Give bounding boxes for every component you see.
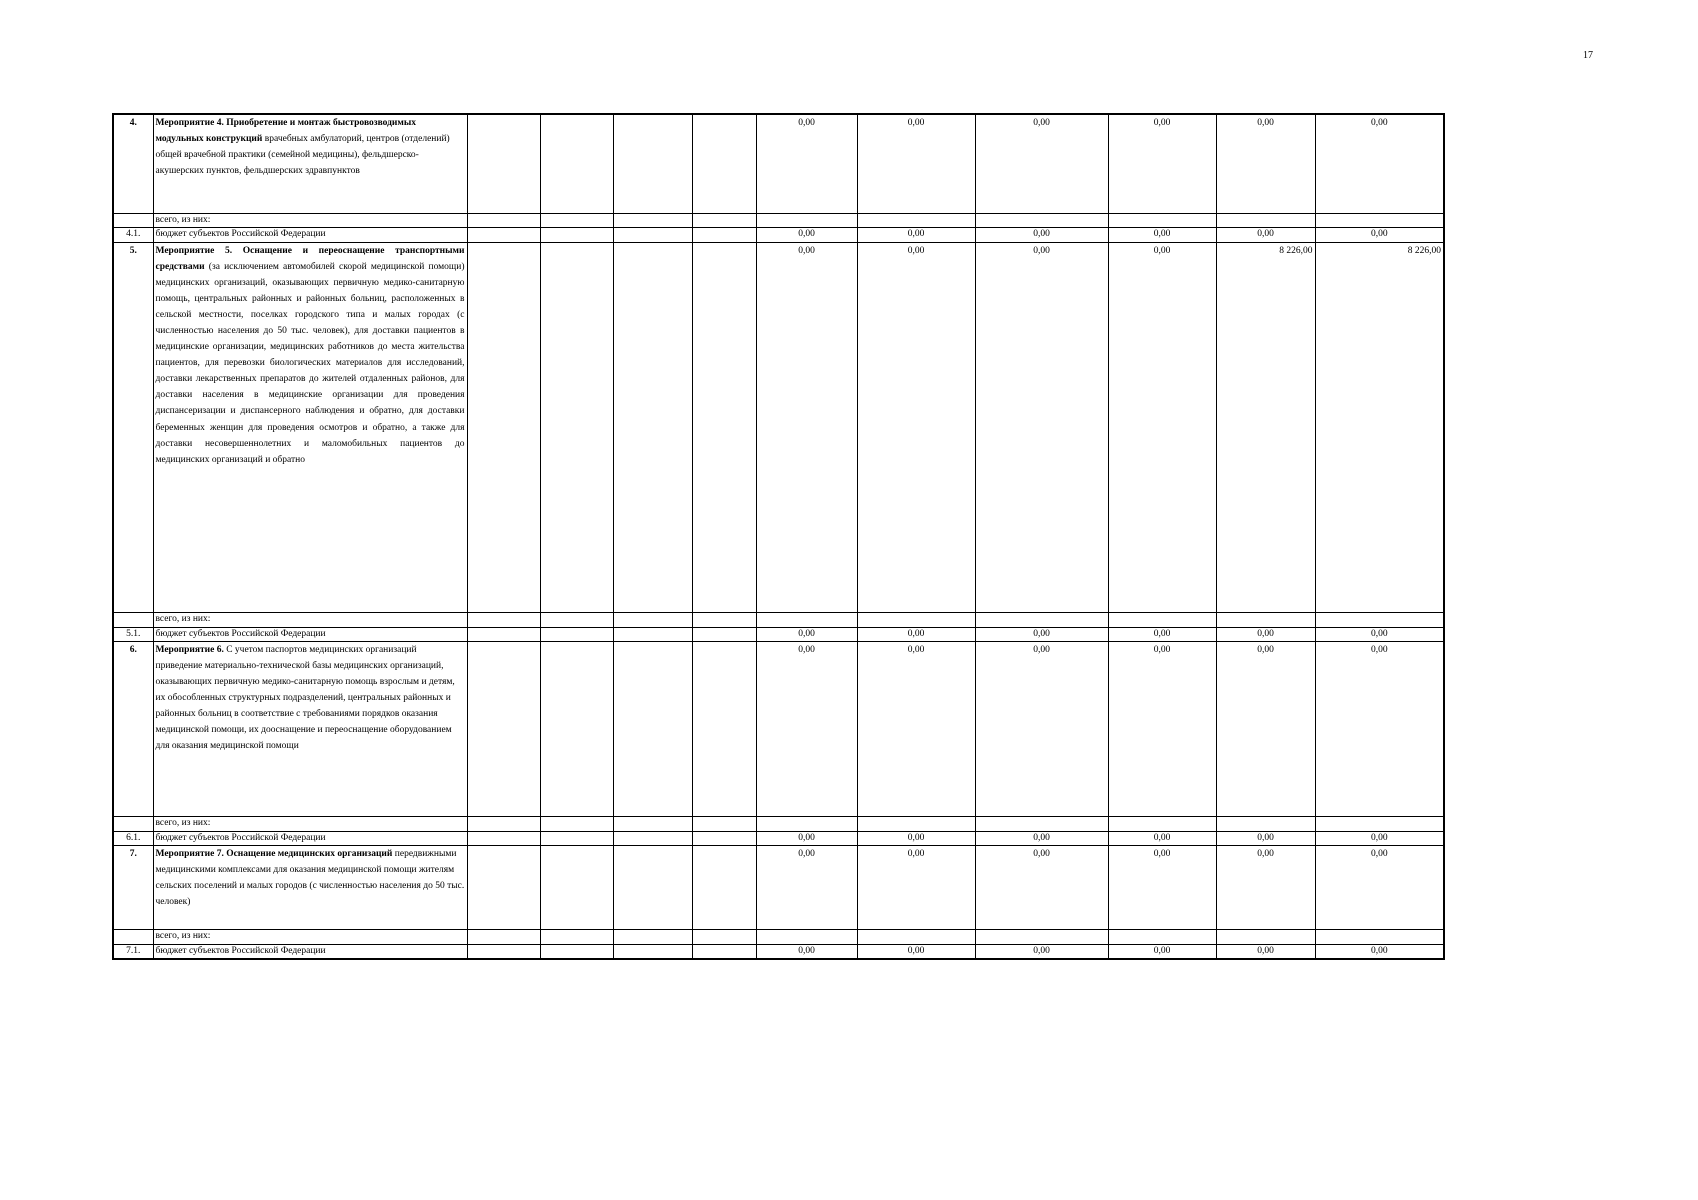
value-cell: 0,00 — [1216, 641, 1315, 816]
empty-cell — [692, 641, 756, 816]
row-number: 5. — [113, 242, 153, 612]
table-row-7 — [113, 845, 1444, 929]
value-cell: 0,00 — [1108, 627, 1216, 641]
empty-cell — [692, 816, 756, 831]
table-row-5 — [113, 242, 1444, 612]
value-cell: 0,00 — [975, 831, 1108, 845]
empty-cell — [975, 929, 1108, 944]
value-cell: 0,00 — [756, 114, 857, 213]
empty-cell — [467, 213, 540, 227]
total-label: всего, из них: — [153, 612, 467, 627]
value-cell: 0,00 — [975, 627, 1108, 641]
empty-cell — [540, 845, 613, 929]
budget-label: бюджет субъектов Российской Федерации — [153, 831, 467, 845]
empty-cell — [975, 612, 1108, 627]
value-cell: 0,00 — [1108, 845, 1216, 929]
empty-cell — [613, 612, 692, 627]
empty-cell — [692, 242, 756, 612]
empty-cell — [1108, 213, 1216, 227]
empty-cell — [540, 816, 613, 831]
value-cell: 0,00 — [1315, 845, 1444, 929]
empty-cell — [613, 929, 692, 944]
value-cell: 0,00 — [857, 641, 975, 816]
measure-title: Мероприятие 4. Приобретение и монтаж быстровозводимых модульных конструкций — [155, 118, 417, 145]
value-cell: 0,00 — [1108, 114, 1216, 213]
value-cell: 0,00 — [1315, 944, 1444, 959]
row-number: 6. — [113, 641, 153, 816]
empty-cell — [540, 929, 613, 944]
empty-cell — [1108, 929, 1216, 944]
value-cell: 0,00 — [857, 627, 975, 641]
empty-cell — [692, 227, 756, 242]
empty-cell — [467, 227, 540, 242]
row-number: 4. — [113, 114, 153, 213]
value-cell: 0,00 — [857, 242, 975, 612]
value-cell: 0,00 — [975, 944, 1108, 959]
empty-cell — [540, 944, 613, 959]
value-cell: 0,00 — [1315, 114, 1444, 213]
empty-cell — [613, 944, 692, 959]
empty-cell — [692, 213, 756, 227]
value-cell: 0,00 — [1216, 944, 1315, 959]
table-row-4 — [113, 114, 1444, 213]
empty-cell — [467, 831, 540, 845]
value-cell: 0,00 — [1108, 227, 1216, 242]
value-cell: 0,00 — [1315, 831, 1444, 845]
empty-cell — [613, 816, 692, 831]
empty-cell — [613, 213, 692, 227]
empty-cell — [467, 944, 540, 959]
empty-cell — [540, 227, 613, 242]
empty-cell — [1315, 929, 1444, 944]
table-row-4-1 — [113, 227, 1444, 242]
value-cell: 0,00 — [975, 114, 1108, 213]
empty-cell — [540, 213, 613, 227]
empty-cell — [756, 929, 857, 944]
measure-title: Мероприятие 5. Оснащение и переоснащение транспортными средствами — [155, 245, 465, 272]
table-row-6 — [113, 641, 1444, 816]
value-cell: 8 226,00 — [1216, 242, 1315, 612]
value-cell: 0,00 — [975, 845, 1108, 929]
empty-cell — [540, 242, 613, 612]
empty-cell — [540, 641, 613, 816]
table-row-7-total — [113, 929, 1444, 944]
empty-cell — [613, 242, 692, 612]
empty-cell — [467, 114, 540, 213]
value-cell: 0,00 — [1108, 831, 1216, 845]
empty-cell — [756, 612, 857, 627]
row-number: 6.1. — [113, 831, 153, 845]
value-cell: 0,00 — [1216, 114, 1315, 213]
value-cell: 0,00 — [756, 242, 857, 612]
empty-cell — [467, 627, 540, 641]
empty-cell — [1216, 213, 1315, 227]
empty-cell — [467, 641, 540, 816]
empty-cell — [1108, 816, 1216, 831]
empty-cell — [613, 627, 692, 641]
empty-cell — [1216, 816, 1315, 831]
empty-cell — [540, 612, 613, 627]
empty-cell — [467, 845, 540, 929]
empty-cell — [857, 816, 975, 831]
empty-cell — [692, 944, 756, 959]
empty-cell — [1216, 612, 1315, 627]
empty-cell — [540, 627, 613, 641]
measure-description — [153, 114, 467, 213]
empty-cell — [692, 845, 756, 929]
value-cell: 8 226,00 — [1315, 242, 1444, 612]
value-cell: 0,00 — [1108, 641, 1216, 816]
empty-cell — [613, 845, 692, 929]
empty-cell — [975, 816, 1108, 831]
value-cell: 0,00 — [756, 831, 857, 845]
empty-cell — [692, 929, 756, 944]
empty-cell — [692, 612, 756, 627]
total-label: всего, из них: — [153, 213, 467, 227]
empty-cell — [1315, 816, 1444, 831]
empty-cell — [756, 816, 857, 831]
budget-label: бюджет субъектов Российской Федерации — [153, 944, 467, 959]
empty-cell — [692, 831, 756, 845]
empty-cell — [613, 641, 692, 816]
measure-text: передвижными медицинскими комплексами для оказания медицинской помощи жителям сельских поселений и малых городов (с численностью населения до 50 тыс. человек) — [155, 848, 465, 907]
empty-cell — [1216, 929, 1315, 944]
empty-cell — [1315, 213, 1444, 227]
empty-cell — [1315, 612, 1444, 627]
empty-cell — [540, 114, 613, 213]
budget-table — [112, 113, 1445, 960]
budget-label: бюджет субъектов Российской Федерации — [153, 227, 467, 242]
measure-description — [153, 242, 467, 612]
table-row-6-total — [113, 816, 1444, 831]
measure-title: Мероприятие 6. — [155, 644, 224, 655]
value-cell: 0,00 — [1216, 227, 1315, 242]
empty-cell — [467, 612, 540, 627]
total-label: всего, из них: — [153, 816, 467, 831]
page-number: 17 — [1583, 50, 1593, 61]
row-number: 4.1. — [113, 227, 153, 242]
value-cell: 0,00 — [756, 641, 857, 816]
measure-text: врачебных амбулаторий, центров (отделений) общей врачебной практики (семейной медицины), фельдшерско-акушерских пунктов, фельдшерских здравпунктов — [155, 134, 450, 177]
value-cell: 0,00 — [857, 831, 975, 845]
empty-cell — [692, 627, 756, 641]
empty-cell — [467, 929, 540, 944]
row-number: 7.1. — [113, 944, 153, 959]
empty-cell — [113, 929, 153, 944]
value-cell: 0,00 — [1108, 944, 1216, 959]
measure-text: (за исключением автомобилей скорой медицинской помощи) медицинских организаций, оказывающих первичную медико-санитарную помощь, центральных районных и районных больниц, расположенных в сельской местности, поселках городского типа и малых городах (с численностью населения до 50 тыс. человек), для доставки пациентов в медицинские организации, медицинских работников до места жительства пациентов, для перевозки биологических материалов для исследований, доставки лекарственных препаратов до жителей отдаленных районов, для доставки населения в медицинские организации для проведения диспансеризации и диспансерного наблюдения и обратно, для доставки беременных женщин для проведения осмотров и обратно, а также для доставки несовершеннолетних и маломобильных пациентов до медицинских организаций и обратно — [155, 261, 465, 465]
empty-cell — [540, 831, 613, 845]
empty-cell — [113, 612, 153, 627]
budget-label: бюджет субъектов Российской Федерации — [153, 627, 467, 641]
value-cell: 0,00 — [857, 944, 975, 959]
total-label: всего, из них: — [153, 929, 467, 944]
measure-description — [153, 641, 467, 816]
value-cell: 0,00 — [1108, 242, 1216, 612]
value-cell: 0,00 — [756, 845, 857, 929]
value-cell: 0,00 — [1216, 831, 1315, 845]
measure-title: Мероприятие 7. Оснащение медицинских организаций — [155, 848, 393, 859]
value-cell: 0,00 — [756, 227, 857, 242]
value-cell: 0,00 — [857, 114, 975, 213]
value-cell: 0,00 — [756, 944, 857, 959]
value-cell: 0,00 — [1315, 227, 1444, 242]
empty-cell — [692, 114, 756, 213]
table-row-5-total — [113, 612, 1444, 627]
empty-cell — [467, 816, 540, 831]
empty-cell — [113, 816, 153, 831]
value-cell: 0,00 — [1216, 627, 1315, 641]
measure-description — [153, 845, 467, 929]
value-cell: 0,00 — [857, 845, 975, 929]
table-row-5-1 — [113, 627, 1444, 641]
value-cell: 0,00 — [1315, 641, 1444, 816]
empty-cell — [113, 213, 153, 227]
empty-cell — [613, 831, 692, 845]
empty-cell — [467, 242, 540, 612]
value-cell: 0,00 — [1216, 845, 1315, 929]
value-cell: 0,00 — [857, 227, 975, 242]
empty-cell — [857, 929, 975, 944]
table-row-6-1 — [113, 831, 1444, 845]
measure-text: С учетом паспортов медицинских организаций приведение материально-технической базы медицинских организаций, оказывающих первичную медико-санитарную помощь взрослым и детям, их обособленных структурных подразделений, центральных районных и районных больниц в соответствие с требованиями порядков оказания медицинской помощи, их дооснащение и переоснащение оборудованием для оказания медицинской помощи — [155, 644, 455, 752]
table-row-7-1 — [113, 944, 1444, 959]
empty-cell — [857, 213, 975, 227]
row-number: 5.1. — [113, 627, 153, 641]
empty-cell — [613, 227, 692, 242]
value-cell: 0,00 — [756, 627, 857, 641]
empty-cell — [975, 213, 1108, 227]
value-cell: 0,00 — [975, 227, 1108, 242]
table-row-4-total — [113, 213, 1444, 227]
empty-cell — [1108, 612, 1216, 627]
empty-cell — [613, 114, 692, 213]
value-cell: 0,00 — [1315, 627, 1444, 641]
row-number: 7. — [113, 845, 153, 929]
empty-cell — [857, 612, 975, 627]
empty-cell — [756, 213, 857, 227]
value-cell: 0,00 — [975, 242, 1108, 612]
value-cell: 0,00 — [975, 641, 1108, 816]
